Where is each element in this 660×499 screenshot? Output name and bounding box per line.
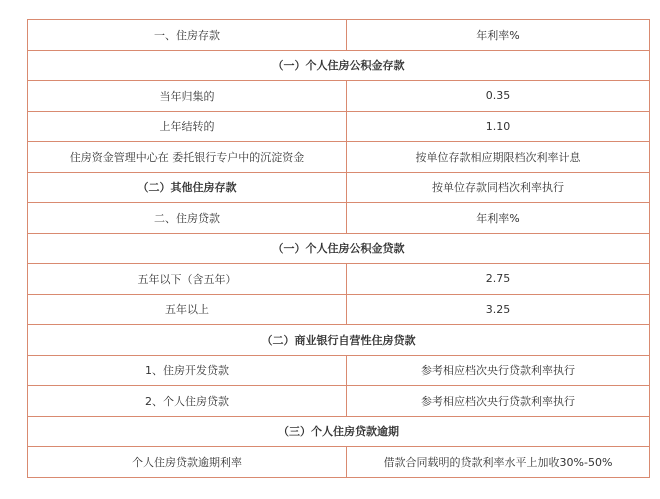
rate-value-cell: 借款合同载明的贷款利率水平上加收30%-50% bbox=[347, 447, 650, 478]
table-section-row bbox=[28, 325, 650, 356]
table-row bbox=[28, 111, 650, 142]
table-row bbox=[28, 81, 650, 112]
item-label-cell: 二、住房贷款 bbox=[28, 203, 347, 234]
rate-value-cell: 2.75 bbox=[347, 264, 650, 295]
item-label-cell: 五年以上 bbox=[28, 294, 347, 325]
table-section-row bbox=[28, 233, 650, 264]
table-row bbox=[28, 447, 650, 478]
table-row bbox=[28, 264, 650, 295]
rate-value-cell: 3.25 bbox=[347, 294, 650, 325]
rate-table-container bbox=[27, 19, 649, 478]
table-section-row bbox=[28, 416, 650, 447]
table-row bbox=[28, 294, 650, 325]
table-row bbox=[28, 172, 650, 203]
item-label-cell: 2、个人住房贷款 bbox=[28, 386, 347, 417]
section-heading-cell: （一）个人住房公积金存款 bbox=[28, 50, 650, 81]
item-label-cell: 当年归集的 bbox=[28, 81, 347, 112]
rate-value-cell: 参考相应档次央行贷款利率执行 bbox=[347, 386, 650, 417]
interest-rate-table bbox=[27, 19, 650, 478]
item-label-cell: 五年以下（含五年） bbox=[28, 264, 347, 295]
rate-value-cell: 0.35 bbox=[347, 81, 650, 112]
rate-table-body bbox=[28, 20, 650, 478]
section-heading-cell: （三）个人住房贷款逾期 bbox=[28, 416, 650, 447]
item-label-cell: 住房资金管理中心在 委托银行专户中的沉淀资金 bbox=[28, 142, 347, 173]
item-label-cell: 个人住房贷款逾期利率 bbox=[28, 447, 347, 478]
item-label-cell: （二）其他住房存款 bbox=[28, 172, 347, 203]
table-section-row bbox=[28, 50, 650, 81]
rate-value-cell: 年利率% bbox=[347, 203, 650, 234]
rate-value-cell: 年利率% bbox=[347, 20, 650, 51]
item-label-cell: 一、住房存款 bbox=[28, 20, 347, 51]
section-heading-cell: （一）个人住房公积金贷款 bbox=[28, 233, 650, 264]
table-row bbox=[28, 142, 650, 173]
rate-value-cell: 按单位存款同档次利率执行 bbox=[347, 172, 650, 203]
rate-value-cell: 按单位存款相应期限档次利率计息 bbox=[347, 142, 650, 173]
item-label-cell: 1、住房开发贷款 bbox=[28, 355, 347, 386]
rate-value-cell: 1.10 bbox=[347, 111, 650, 142]
table-row bbox=[28, 203, 650, 234]
table-row bbox=[28, 20, 650, 51]
rate-value-cell: 参考相应档次央行贷款利率执行 bbox=[347, 355, 650, 386]
table-row bbox=[28, 386, 650, 417]
item-label-cell: 上年结转的 bbox=[28, 111, 347, 142]
section-heading-cell: （二）商业银行自营性住房贷款 bbox=[28, 325, 650, 356]
table-row bbox=[28, 355, 650, 386]
